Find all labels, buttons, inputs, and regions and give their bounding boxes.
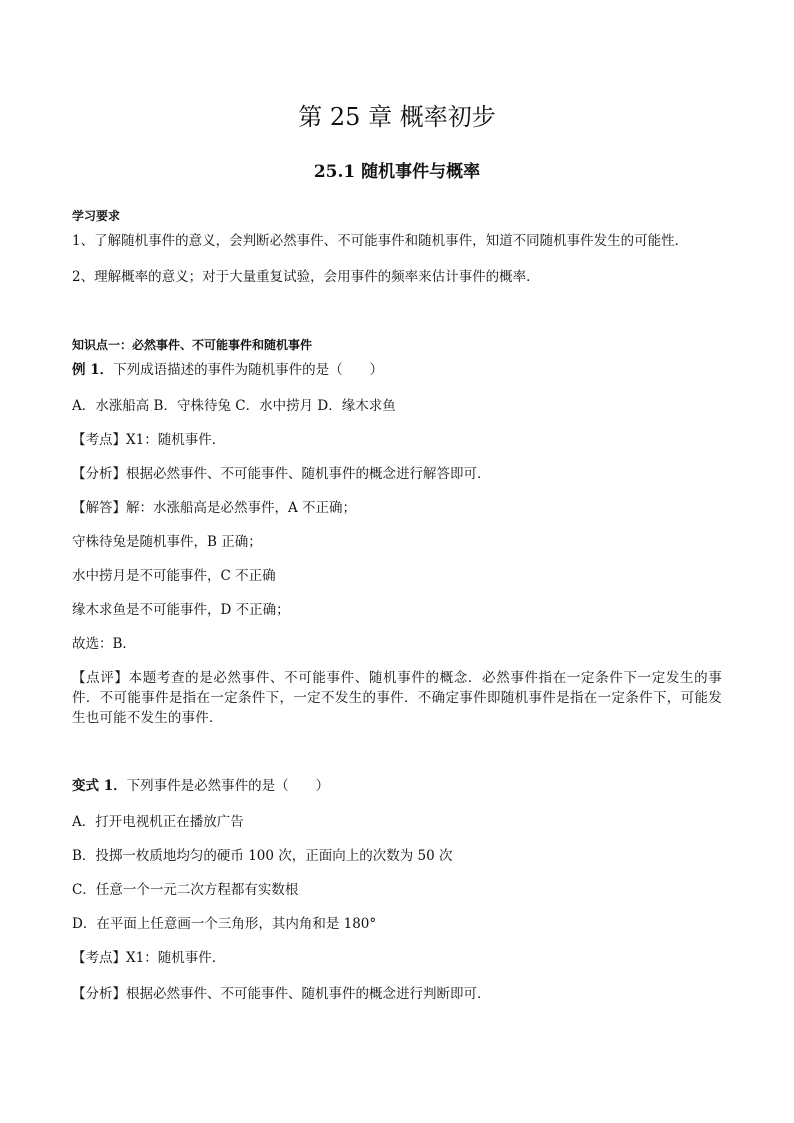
example-fenxi (72, 465, 491, 483)
knowledge-point-heading: 知识点一：必然事件、不可能事件和随机事件 (72, 338, 313, 352)
kaodian-tag: 【考点】 (72, 950, 126, 966)
fenxi-tag: 【分析】 (72, 986, 126, 1002)
requirement-item: 2、理解概率的意义；对于大量重复试验，会用事件的频率来估计事件的概率． (72, 269, 540, 285)
section-title: 25.1 随机事件与概率 (313, 162, 481, 182)
solution-line: 缘木求鱼是不可能事件，D 不正确； (72, 602, 290, 618)
dianping-text: 本题考查的是必然事件、不可能事件、随机事件的概念．必然事件指在一定条件下一定发生的事件．不可能事件是指在一定条件下，一定不发生的事件．不确定事件即随机事件是指在一定条件下，可能发生也可能不发生的事件． (72, 670, 722, 726)
example-label: 例 1． (72, 362, 114, 378)
dianping-tag: 【点评】 (72, 670, 129, 686)
variant-question-text: 下列事件是必然事件的是（ ） (126, 778, 330, 794)
variant-option: B．投掷一枚质地均匀的硬币 100 次，正面向上的次数为 50 次 (72, 848, 453, 864)
variant-option: A．打开电视机正在播放广告 (72, 814, 244, 830)
chapter-title: 第 25 章 概率初步 (298, 103, 496, 131)
jieda-tag: 【解答】 (72, 500, 126, 516)
example-question (72, 361, 383, 379)
variant-question (72, 777, 329, 795)
variant-label: 变式 1． (72, 778, 127, 794)
requirements-heading: 学习要求 (72, 209, 121, 223)
fenxi-text: 根据必然事件、不可能事件、随机事件的概念进行判断即可． (126, 986, 491, 1002)
solution-line: 故选：B． (72, 636, 136, 652)
variant-option: D．在平面上任意画一个三角形，其内角和是 180° (72, 916, 377, 932)
example-question-text: 下列成语描述的事件为随机事件的是（ ） (113, 362, 384, 378)
example-jieda (72, 499, 356, 517)
solution-line: 守株待兔是随机事件，B 正确； (72, 534, 262, 550)
kaodian-text: X1：随机事件． (126, 950, 226, 966)
variant-fenxi (72, 985, 491, 1003)
fenxi-text: 根据必然事件、不可能事件、随机事件的概念进行解答即可． (126, 466, 491, 482)
kaodian-text: X1：随机事件． (126, 432, 226, 448)
solution-line: 水中捞月是不可能事件，C 不正确 (72, 568, 276, 584)
variant-kaodian (72, 949, 225, 967)
example-kaodian (72, 431, 225, 449)
variant-option: C．任意一个一元二次方程都有实数根 (72, 882, 299, 898)
fenxi-tag: 【分析】 (72, 466, 126, 482)
example-dianping (72, 668, 722, 728)
kaodian-tag: 【考点】 (72, 432, 126, 448)
jieda-text: 解：水涨船高是必然事件，A 不正确； (126, 500, 357, 516)
example-options: A．水涨船高 B．守株待兔 C．水中捞月 D．缘木求鱼 (72, 398, 396, 414)
requirement-item: 1、了解随机事件的意义，会判断必然事件、不可能事件和随机事件，知道不同随机事件发生的可能性． (72, 233, 689, 249)
